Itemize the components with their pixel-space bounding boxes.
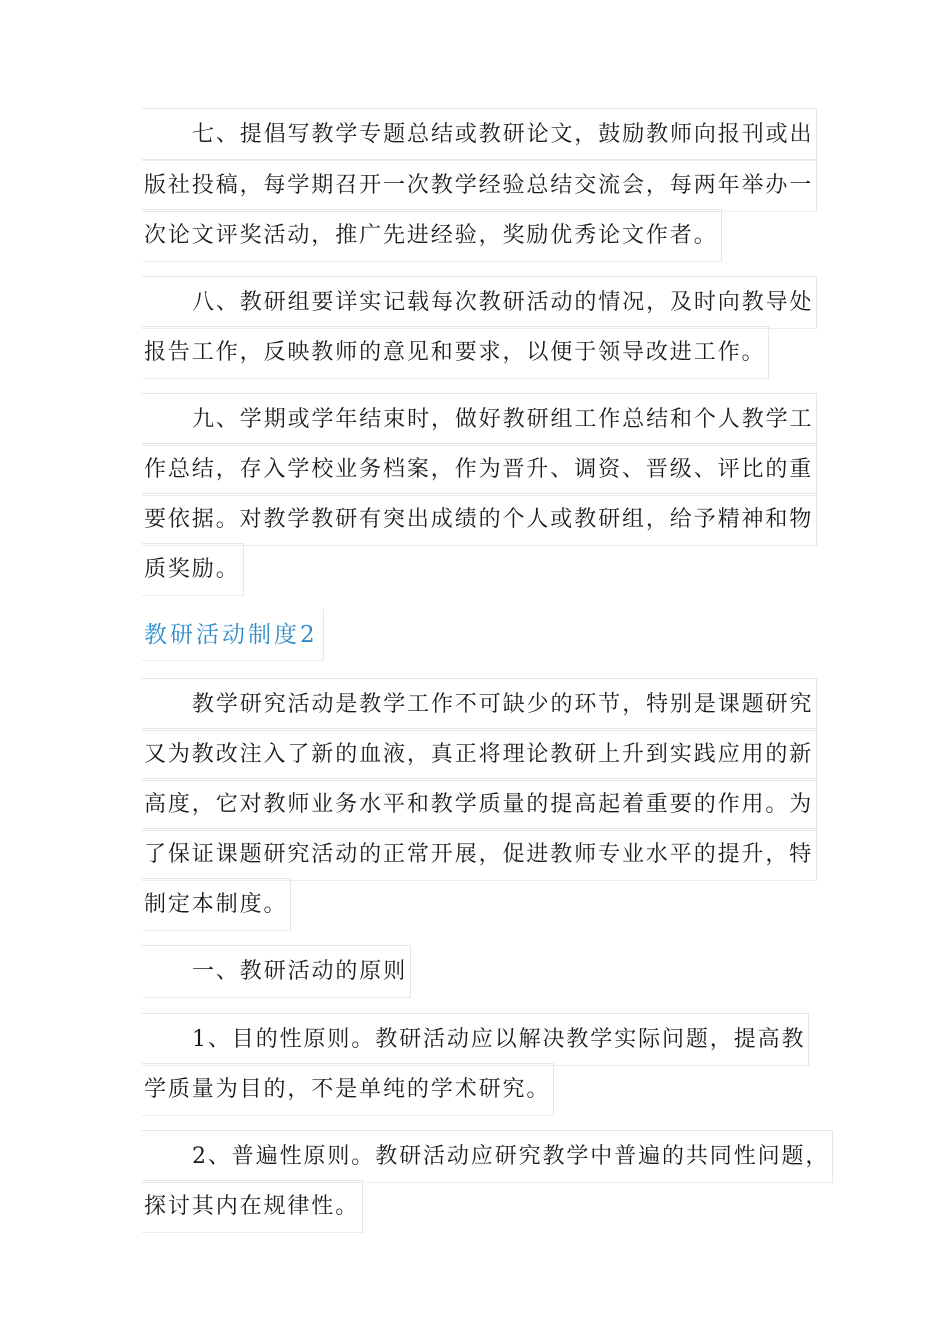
principles-title: 一、教研活动的原则: [144, 952, 407, 992]
principle-2-line-1: 2、普遍性原则。教研活动应研究教学中普遍的共同性问题，: [144, 1137, 829, 1177]
paragraph-9-line-2: 作总结，存入学校业务档案，作为晋升、调资、晋级、评比的重: [144, 450, 813, 490]
paragraph-7-line-2: 版社投稿，每学期召开一次教学经验总结交流会，每两年举办一: [144, 166, 813, 206]
principle-1-line-2: 学质量为目的，不是单纯的学术研究。: [144, 1070, 550, 1110]
intro-line-3: 高度，它对教师业务水平和教学质量的提高起着重要的作用。为: [144, 785, 813, 825]
principle-2-line-2: 探讨其内在规律性。: [144, 1187, 359, 1227]
section-heading: 教研活动制度2: [144, 615, 318, 655]
paragraph-7-line-1: 七、提倡写教学专题总结或教研论文，鼓励教师向报刊或出: [144, 115, 813, 155]
intro-line-5: 制定本制度。: [144, 885, 287, 925]
paragraph-9-line-4: 质奖励。: [144, 550, 240, 590]
paragraph-8-line-2: 报告工作，反映教师的意见和要求，以便于领导改进工作。: [144, 333, 765, 373]
paragraph-9-line-1: 九、学期或学年结束时，做好教研组工作总结和个人教学工: [144, 400, 813, 440]
paragraph-8-line-1: 八、教研组要详实记载每次教研活动的情况，及时向教导处: [144, 283, 813, 323]
paragraph-7-line-3: 次论文评奖活动，推广先进经验，奖励优秀论文作者。: [144, 216, 718, 256]
intro-line-1: 教学研究活动是教学工作不可缺少的环节，特别是课题研究: [144, 685, 813, 725]
intro-line-4: 了保证课题研究活动的正常开展，促进教师专业水平的提升，特: [144, 835, 813, 875]
principle-1-line-1: 1、目的性原则。教研活动应以解决教学实际问题，提高教: [144, 1020, 805, 1060]
intro-line-2: 又为教改注入了新的血液，真正将理论教研上升到实践应用的新: [144, 735, 813, 775]
paragraph-9-line-3: 要依据。对教学教研有突出成绩的个人或教研组，给予精神和物: [144, 500, 813, 540]
